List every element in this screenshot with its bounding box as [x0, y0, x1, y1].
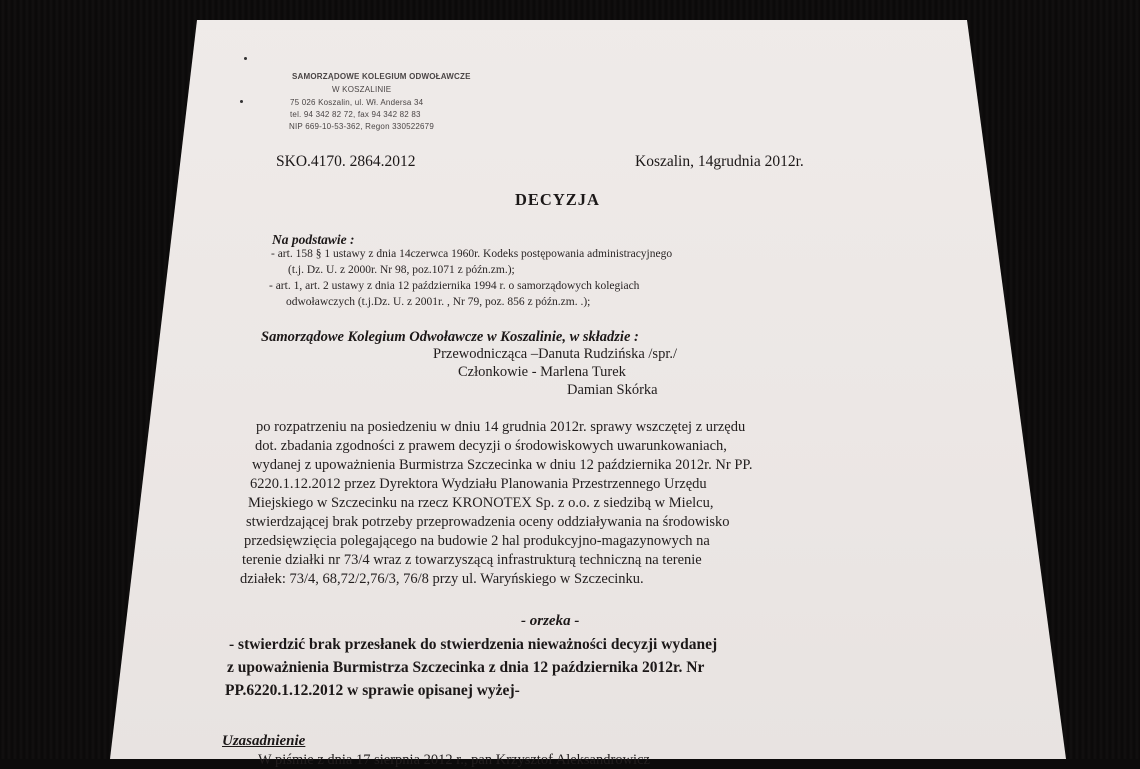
narrative-line: dot. zbadania zgodności z prawem decyzji o środowiskowych uwarunkowaniach, — [255, 438, 727, 454]
narrative-line: wydanej z upoważnienia Burmistrza Szczecinka w dniu 12 października 2012r. Nr PP. — [252, 457, 753, 473]
justification-heading: Uzasadnienie — [222, 733, 306, 749]
chairperson: Przewodnicząca –Danuta Rudzińska /spr./ — [433, 346, 678, 362]
narrative-line: 6220.1.12.2012 przez Dyrektora Wydziału Planowania Przestrzennego Urzędu — [250, 476, 707, 492]
legal-basis-line: - art. 1, art. 2 ustawy z dnia 12 października 1994 r. o samorządowych kolegiach — [269, 280, 640, 292]
legal-basis-line: - art. 158 § 1 ustawy z dnia 14czerwca 1960r. Kodeks postępowania administracyjnego — [271, 248, 673, 260]
stamp-line: tel. 94 342 82 72, fax 94 342 82 83 — [290, 110, 421, 119]
stamp-line: NIP 669-10-53-362, Regon 330522679 — [289, 122, 434, 131]
member-second: Damian Skórka — [567, 382, 658, 398]
ruling-line: PP.6220.1.12.2012 w sprawie opisanej wyżej- — [225, 682, 520, 699]
narrative-line: działek: 73/4, 68,72/2,76/3, 76/8 przy ul. Waryńskiego w Szczecinku. — [240, 571, 644, 587]
mark-dot — [240, 100, 243, 103]
stamp-line: W KOSZALINIE — [332, 85, 392, 94]
reference-number: SKO.4170. 2864.2012 — [276, 153, 416, 170]
ruling-heading: - orzeka - — [521, 613, 580, 629]
narrative-line: stwierdzającej brak potrzeby przeprowadzenia oceny oddziaływania na środowisko — [246, 514, 730, 530]
stamp-line: 75 026 Koszalin, ul. Wł. Andersa 34 — [290, 98, 424, 107]
narrative-line: Miejskiego w Szczecinku na rzecz KRONOTEX Sp. z o.o. z siedzibą w Mielcu, — [248, 495, 714, 511]
legal-basis-line: odwoławczych (t.j.Dz. U. z 2001r. , Nr 79, poz. 856 z późn.zm. .); — [286, 296, 591, 308]
legal-basis-heading: Na podstawie : — [272, 232, 355, 247]
ruling-line: - stwierdzić brak przesłanek do stwierdzenia nieważności decyzji wydanej — [229, 636, 718, 653]
document-title: DECYZJA — [515, 190, 600, 209]
composition-heading: Samorządowe Kolegium Odwoławcze w Koszalinie, w składzie : — [261, 329, 639, 345]
legal-basis-line: (t.j. Dz. U. z 2000r. Nr 98, poz.1071 z późn.zm.); — [288, 264, 515, 276]
narrative-line: terenie działki nr 73/4 wraz z towarzyszącą infrastrukturą techniczną na terenie — [242, 552, 702, 568]
stamp-line: SAMORZĄDOWE KOLEGIUM ODWOŁAWCZE — [292, 72, 471, 81]
mark-dot — [244, 57, 247, 60]
ruling-line: z upoważnienia Burmistrza Szczecinka z dnia 12 października 2012r. Nr — [227, 659, 705, 676]
members: Członkowie - Marlena Turek — [458, 364, 626, 380]
place-date: Koszalin, 14grudnia 2012r. — [635, 153, 804, 170]
narrative-line: po rozpatrzeniu na posiedzeniu w dniu 14 grudnia 2012r. sprawy wszczętej z urzędu — [256, 419, 746, 435]
narrative-line: przedsięwzięcia polegającego na budowie 2 hal produkcyjno-magazynowych na — [244, 533, 710, 549]
justification-first-line: W piśmie z dnia 17 sierpnia 2012 r., pan Krzysztof Aleksandrowicz — [258, 752, 650, 768]
